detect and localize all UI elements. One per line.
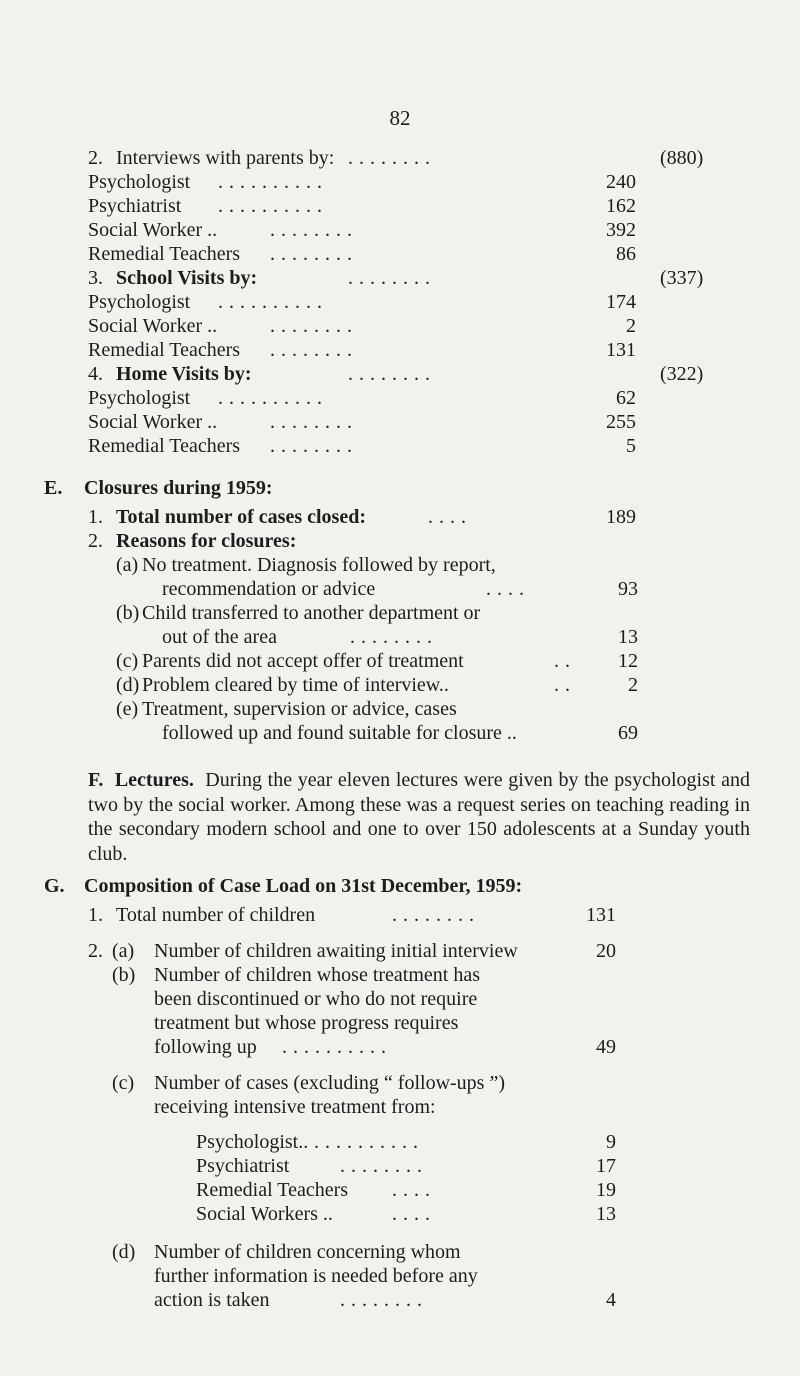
home-visits-value: 62 (616, 387, 636, 409)
section-f-text: During the year eleven lectures were given by the psychologist and two by the social worker. Among these was a request series on teaching reading in the secondary modern school and one to over 150 adolescents at a Sunday youth club. (88, 769, 750, 865)
leader-dots: . . . . . . . . (270, 315, 353, 337)
section-g-d-text: further information is needed before any (154, 1265, 478, 1287)
leader-dots: . . . . (428, 506, 467, 528)
school-visits-total: (337) (660, 267, 704, 289)
school-visits-heading-num: 3. (88, 267, 103, 289)
section-g-d-text: Number of children concerning whom (154, 1241, 461, 1263)
section-g-item1-num: 1. (88, 904, 103, 926)
section-e-title: Closures during 1959: (84, 477, 273, 499)
section-g-c-value: 19 (596, 1179, 616, 1201)
section-g-c-label: Psychologist.. (196, 1131, 309, 1153)
home-visits-label: Psychologist (88, 387, 191, 409)
section-g-a-mark: (a) (112, 940, 135, 962)
interviews-label: Psychologist (88, 171, 191, 193)
home-visits-heading: Home Visits by: (116, 363, 252, 385)
home-visits-heading-num: 4. (88, 363, 103, 385)
leader-dots: . . . . . . . . (340, 1155, 423, 1177)
section-e-item2-label: Reasons for closures: (116, 530, 297, 552)
reason-text: Parents did not accept offer of treatment (142, 650, 464, 672)
reason-value: 93 (618, 578, 638, 600)
home-visits-label: Social Worker .. (88, 411, 218, 433)
interviews-heading-num: 2. (88, 147, 103, 169)
interviews-value: 392 (606, 219, 636, 241)
section-g-a-value: 20 (596, 940, 616, 962)
reason-mark: (e) (116, 698, 139, 720)
leader-dots: . . . . . . . . . . (218, 171, 323, 193)
school-visits-label: Psychologist (88, 291, 191, 313)
leader-dots: . . . . (486, 578, 525, 600)
section-g-a-label: Number of children awaiting initial interview (154, 940, 518, 962)
reason-value: 69 (618, 722, 638, 744)
section-g-c-text: Number of cases (excluding “ follow-ups ”) (154, 1072, 505, 1094)
home-visits-value: 5 (626, 435, 636, 457)
section-g-b-text: following up (154, 1036, 257, 1058)
school-visits-value: 131 (606, 339, 636, 361)
reason-mark: (a) (116, 554, 139, 576)
section-g-item1-value: 131 (586, 904, 616, 926)
leader-dots: . . . . . . . . (348, 363, 431, 385)
reason-mark: (d) (116, 674, 140, 696)
section-g-b-value: 49 (596, 1036, 616, 1058)
reason-text: out of the area (162, 626, 277, 648)
school-visits-value: 2 (626, 315, 636, 337)
school-visits-heading: School Visits by: (116, 267, 258, 289)
interviews-heading: Interviews with parents by: (116, 147, 335, 169)
leader-dots: . . . . . . . . (270, 219, 353, 241)
section-g-item2-num: 2. (88, 940, 103, 962)
interviews-label: Social Worker .. (88, 219, 218, 241)
reason-text: Treatment, supervision or advice, cases (142, 698, 457, 720)
section-f-title: Lectures. (114, 769, 194, 791)
interviews-label: Remedial Teachers (88, 243, 241, 265)
reason-text: Problem cleared by time of interview.. (142, 674, 449, 696)
section-g-item1-label: Total number of children (116, 904, 316, 926)
section-e-item1-label: Total number of cases closed: (116, 506, 366, 528)
section-g-d-text: action is taken (154, 1289, 270, 1311)
school-visits-label: Social Worker .. (88, 315, 218, 337)
section-f-letter: F. (88, 769, 104, 791)
home-visits-value: 255 (606, 411, 636, 433)
section-g-c-label: Psychiatrist (196, 1155, 290, 1177)
school-visits-value: 174 (606, 291, 636, 313)
section-g-c-label: Remedial Teachers (196, 1179, 349, 1201)
leader-dots: . . . . (392, 1179, 431, 1201)
section-g-d-value: 4 (606, 1289, 616, 1311)
interviews-value: 86 (616, 243, 636, 265)
section-g-title: Composition of Case Load on 31st December, 1959: (84, 875, 523, 897)
interviews-label: Psychiatrist (88, 195, 182, 217)
reason-mark: (c) (116, 650, 139, 672)
section-g-c-value: 9 (606, 1131, 616, 1153)
section-g-b-text: Number of children whose treatment has (154, 964, 481, 986)
section-g-c-mark: (c) (112, 1072, 135, 1094)
reason-value: 13 (618, 626, 638, 648)
leader-dots: . . . . . . . . (340, 1289, 423, 1311)
section-g-c-text: receiving intensive treatment from: (154, 1096, 436, 1118)
section-g-b-mark: (b) (112, 964, 136, 986)
home-visits-total: (322) (660, 363, 704, 385)
leader-dots: . . . . (392, 1203, 431, 1225)
section-g-letter: G. (44, 875, 65, 897)
section-g-b-text: treatment but whose progress requires (154, 1012, 459, 1034)
interviews-value: 240 (606, 171, 636, 193)
leader-dots: . . . . . . . . . . (218, 195, 323, 217)
leader-dots: . . . . . . . . (270, 435, 353, 457)
leader-dots: . . (554, 674, 571, 696)
leader-dots: . . . . . . . . . . (314, 1131, 419, 1153)
page-number: 82 (389, 106, 411, 130)
section-e-item2-num: 2. (88, 530, 103, 552)
leader-dots: . . . . . . . . (270, 243, 353, 265)
leader-dots: . . . . . . . . . . (218, 291, 323, 313)
section-g-c-value: 17 (596, 1155, 616, 1177)
reason-text: No treatment. Diagnosis followed by report, (142, 554, 496, 576)
leader-dots: . . . . . . . . (270, 339, 353, 361)
leader-dots: . . . . . . . . (350, 626, 433, 648)
reason-mark: (b) (116, 602, 140, 624)
leader-dots: . . . . . . . . . . (218, 387, 323, 409)
section-g-d-mark: (d) (112, 1241, 136, 1263)
leader-dots: . . . . . . . . (270, 411, 353, 433)
leader-dots: . . . . . . . . (392, 904, 475, 926)
reason-value: 12 (618, 650, 638, 672)
section-g-c-value: 13 (596, 1203, 616, 1225)
section-e-letter: E. (44, 477, 63, 499)
leader-dots: . . (554, 650, 571, 672)
section-g-b-text: been discontinued or who do not require (154, 988, 478, 1010)
reason-text: followed up and found suitable for closure .. (162, 722, 517, 744)
interviews-total: (880) (660, 147, 704, 169)
leader-dots: . . . . . . . . (348, 267, 431, 289)
school-visits-label: Remedial Teachers (88, 339, 241, 361)
reason-text: recommendation or advice (162, 578, 376, 600)
reason-value: 2 (628, 674, 638, 696)
section-e-item1-num: 1. (88, 506, 103, 528)
interviews-value: 162 (606, 195, 636, 217)
leader-dots: . . . . . . . . (348, 147, 431, 169)
leader-dots: . . . . . . . . . . (282, 1036, 387, 1058)
section-f-paragraph (88, 768, 750, 866)
section-e-item1-value: 189 (606, 506, 636, 528)
home-visits-label: Remedial Teachers (88, 435, 241, 457)
section-g-c-label: Social Workers .. (196, 1203, 333, 1225)
reason-text: Child transferred to another department or (142, 602, 481, 624)
